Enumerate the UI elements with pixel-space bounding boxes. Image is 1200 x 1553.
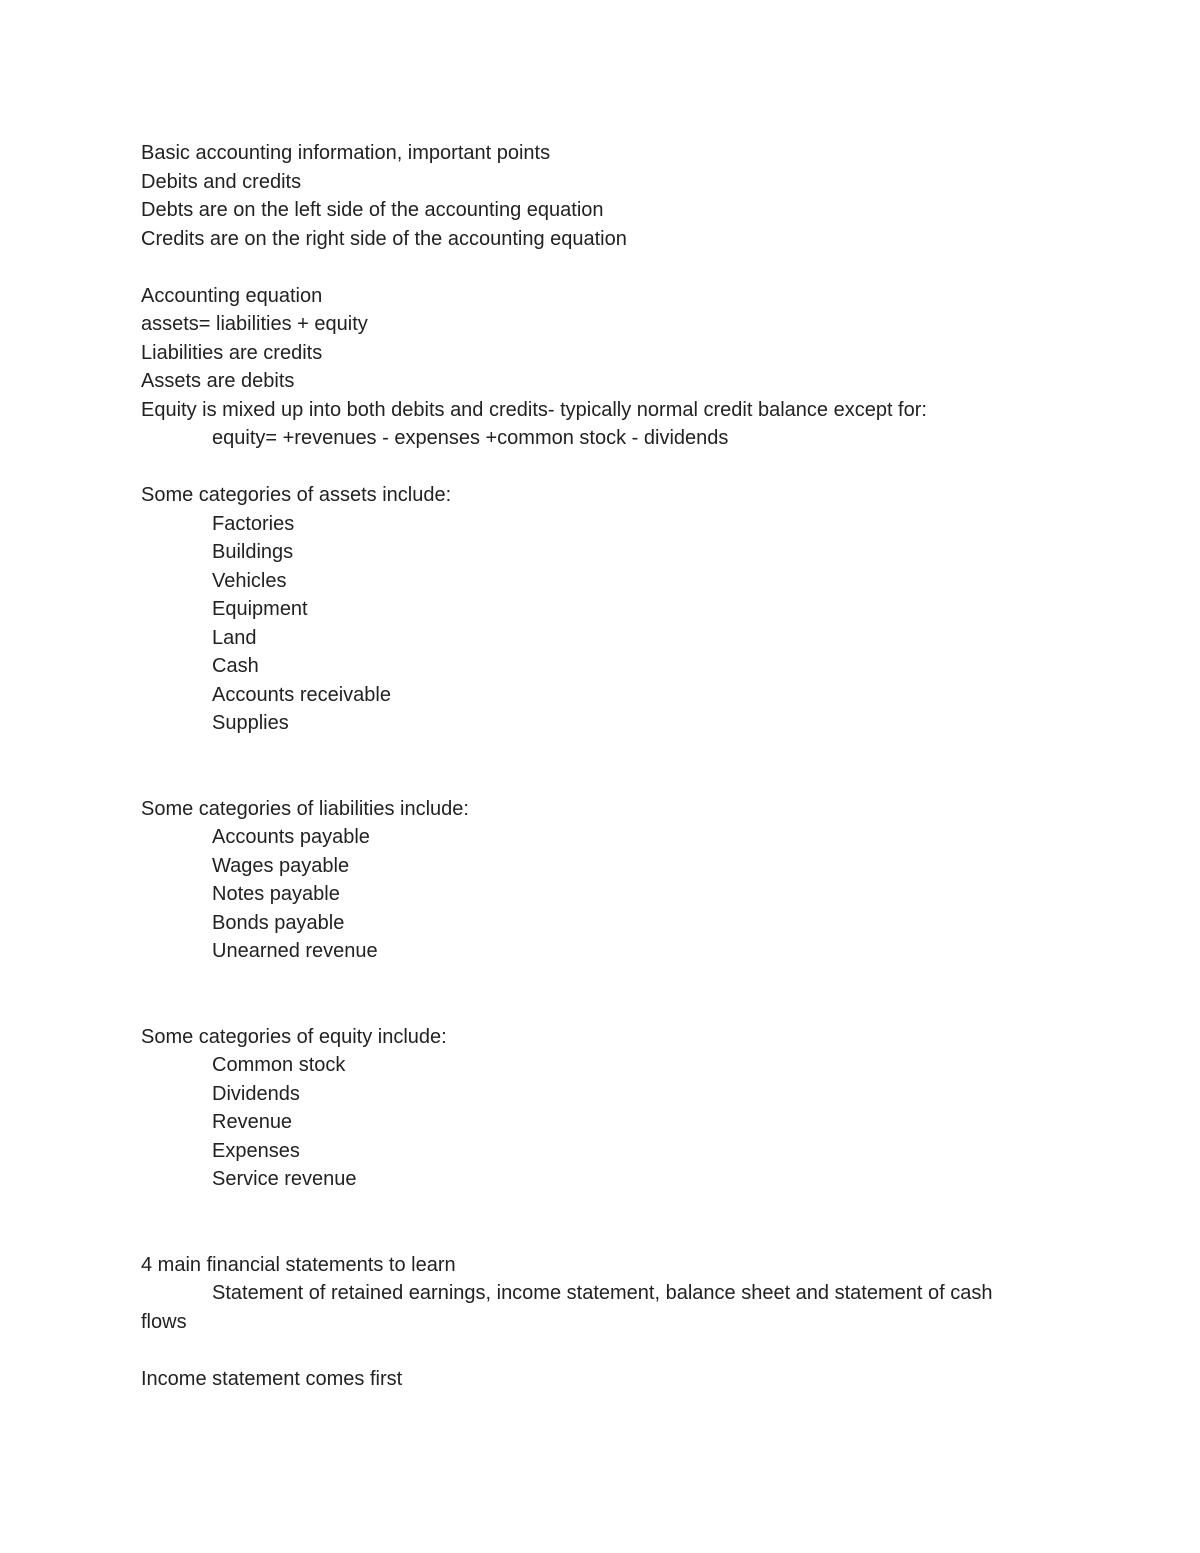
- list-item: Cash: [212, 655, 259, 677]
- blank-line: [141, 1194, 1061, 1223]
- section-heading-assets: Some categories of assets include:: [141, 484, 452, 506]
- list-item: Buildings: [212, 541, 294, 563]
- text-line: Equity is mixed up into both debits and credits- typically normal credit balance except for:: [141, 398, 927, 421]
- text-line: Debits and credits: [141, 170, 302, 193]
- list-item: Unearned revenue: [212, 940, 378, 962]
- list-item: Wages payable: [212, 854, 350, 877]
- list-item: Equipment: [212, 598, 308, 620]
- list-item: Dividends: [212, 1082, 300, 1105]
- section-heading-statements: 4 main financial statements to learn: [141, 1253, 456, 1276]
- blank-line: [141, 738, 1061, 767]
- text-line: Debts are on the left side of the accounting equation: [141, 199, 604, 221]
- text-line: Liabilities are credits: [141, 341, 323, 364]
- list-item: Supplies: [212, 712, 289, 734]
- list-item: Bonds payable: [212, 911, 345, 934]
- blank-line: [141, 253, 1061, 282]
- blank-line: [141, 766, 1061, 795]
- blank-line: [141, 1336, 1061, 1365]
- list-item: Factories: [212, 512, 295, 535]
- list-item: Service revenue: [212, 1168, 357, 1190]
- list-item: Notes payable: [212, 883, 340, 905]
- blank-line: [141, 1222, 1061, 1251]
- blank-line: [141, 453, 1061, 482]
- list-item: Vehicles: [212, 569, 287, 592]
- text-line: Assets are debits: [141, 370, 295, 392]
- equation-formula: assets= liabilities + equity: [141, 313, 368, 335]
- list-item: Accounts payable: [212, 826, 370, 848]
- list-item: Revenue: [212, 1111, 293, 1133]
- list-item: Accounts receivable: [212, 683, 391, 706]
- section-heading-equity: Some categories of equity include:: [141, 1025, 447, 1048]
- list-item: Expenses: [212, 1139, 300, 1162]
- closing-line: Income statement comes first: [141, 1367, 403, 1390]
- document-body: [141, 139, 1061, 1393]
- section-heading-liabilities: Some categories of liabilities include:: [141, 797, 469, 820]
- statements-detail: Statement of retained earnings, income statement, balance sheet and statement of cash: [212, 1282, 993, 1304]
- section-heading-equation: Accounting equation: [141, 284, 323, 307]
- blank-line: [141, 994, 1061, 1023]
- statements-detail-continued: flows: [141, 1310, 187, 1333]
- list-item: Land: [212, 626, 257, 649]
- equity-formula: equity= +revenues - expenses +common stock - dividends: [212, 427, 729, 449]
- list-item: Common stock: [212, 1054, 346, 1076]
- document-title: Basic accounting information, important points: [141, 142, 551, 164]
- blank-line: [141, 966, 1061, 995]
- text-line: Credits are on the right side of the accounting equation: [141, 227, 627, 250]
